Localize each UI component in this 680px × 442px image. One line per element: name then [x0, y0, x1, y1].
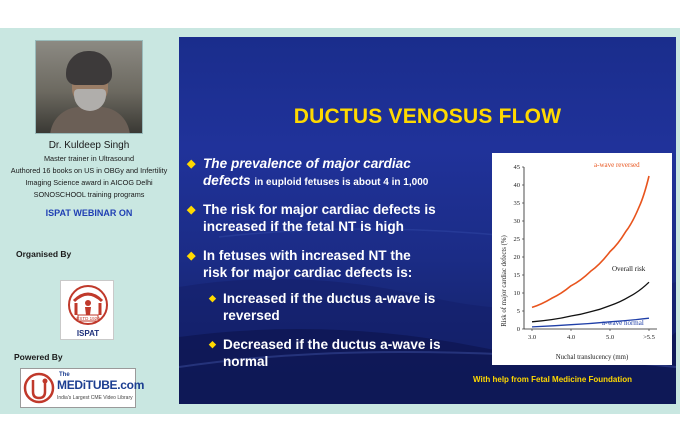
ispat-logo-year: ESTD 1920: [76, 316, 100, 321]
ispat-logo: [60, 280, 114, 340]
presenter-credential: Authored 16 books on US in OBGy and Infertility: [10, 166, 168, 175]
slide-title: DUCTUS VENOSUS FLOW: [293, 105, 562, 128]
webinar-label: ISPAT WEBINAR ON: [45, 208, 133, 218]
bullet-marker: ◆: [187, 250, 196, 262]
presenter-webcam: [35, 40, 143, 134]
sub-bullet-marker: ◆: [209, 339, 216, 349]
bullet-3-line-1: In fetuses with increased NT the: [203, 248, 411, 263]
presenter-credential: Imaging Science award in AICOG Delhi: [25, 178, 153, 187]
series-line-overall-risk: [532, 282, 649, 322]
bullet-1-detail: in euploid fetuses is about 4 in 1,000: [254, 177, 429, 188]
presenter-panel: [0, 28, 178, 414]
sub-bullet-2-line-2: normal: [223, 354, 269, 369]
slide-credit: With help from Fetal Medicine Foundation: [473, 375, 633, 384]
bullet-marker: ◆: [187, 204, 196, 216]
bullet-1-line-2: [203, 172, 428, 191]
meditube-logo: [20, 368, 145, 408]
bullet-marker: ◆: [187, 158, 196, 170]
series-label-overall-risk: Overall risk: [612, 265, 646, 273]
y-tick-label: 5: [516, 308, 520, 315]
presentation-slide: [179, 37, 676, 404]
y-tick-label: 20: [513, 254, 520, 261]
sub-bullet-2-line-1: Decreased if the ductus a-wave is: [223, 337, 441, 352]
y-axis-label: Risk of major cardiac defects (%): [501, 235, 508, 327]
risk-chart-svg: [492, 153, 672, 365]
series-line-a-wave-reversed: [532, 176, 649, 307]
y-tick-label: 25: [513, 236, 520, 243]
y-tick-label: 35: [513, 200, 520, 207]
risk-chart: [492, 153, 672, 365]
presenter-credential: SONOSCHOOL training programs: [33, 190, 145, 199]
ispat-logo-text: ISPAT: [76, 329, 100, 338]
sub-bullet-1-line-1: Increased if the ductus a-wave is: [223, 291, 436, 306]
x-tick-label: 4.0: [566, 334, 576, 341]
x-tick-label: >5.5: [643, 334, 655, 341]
meditube-logo-name: MEDiTUBE.com: [57, 378, 145, 392]
x-axis-label: Nuchal translucency (mm): [555, 354, 629, 361]
series-label-a-wave-reversed: a-wave reversed: [594, 161, 640, 169]
y-tick-label: 15: [513, 272, 520, 279]
y-tick-label: 45: [513, 164, 520, 171]
series-label-a-wave-normal: a-wave normal: [602, 319, 644, 327]
x-tick-label: 3.0: [527, 334, 537, 341]
y-tick-label: 10: [513, 290, 520, 297]
bullet-3-line-2: risk for major cardiac defects is:: [203, 265, 413, 280]
organised-by-label: Organised By: [16, 249, 72, 259]
meditube-logo-prefix: The: [59, 372, 70, 378]
presenter-credential: Master trainer in Ultrasound: [43, 154, 135, 163]
bullet-2-line-2: increased if the fetal NT is high: [203, 219, 404, 234]
sub-bullet-marker: ◆: [209, 293, 216, 303]
meditube-logo-tagline: India's Largest CME Video Library: [57, 395, 133, 401]
sub-bullet-1-line-2: reversed: [223, 308, 280, 323]
powered-by-label: Powered By: [14, 352, 63, 362]
y-tick-label: 40: [513, 182, 520, 189]
video-frame-bottom: [0, 414, 680, 442]
presenter-name: Dr. Kuldeep Singh: [48, 140, 130, 151]
y-tick-label: 0: [516, 326, 520, 333]
x-tick-label: 5.0: [605, 334, 615, 341]
bullet-1-emphasis: defects: [203, 173, 251, 188]
y-tick-label: 30: [513, 218, 520, 225]
bullet-2-line-1: The risk for major cardiac defects is: [203, 202, 436, 217]
bullet-1-line-1: The prevalence of major cardiac: [203, 156, 411, 171]
